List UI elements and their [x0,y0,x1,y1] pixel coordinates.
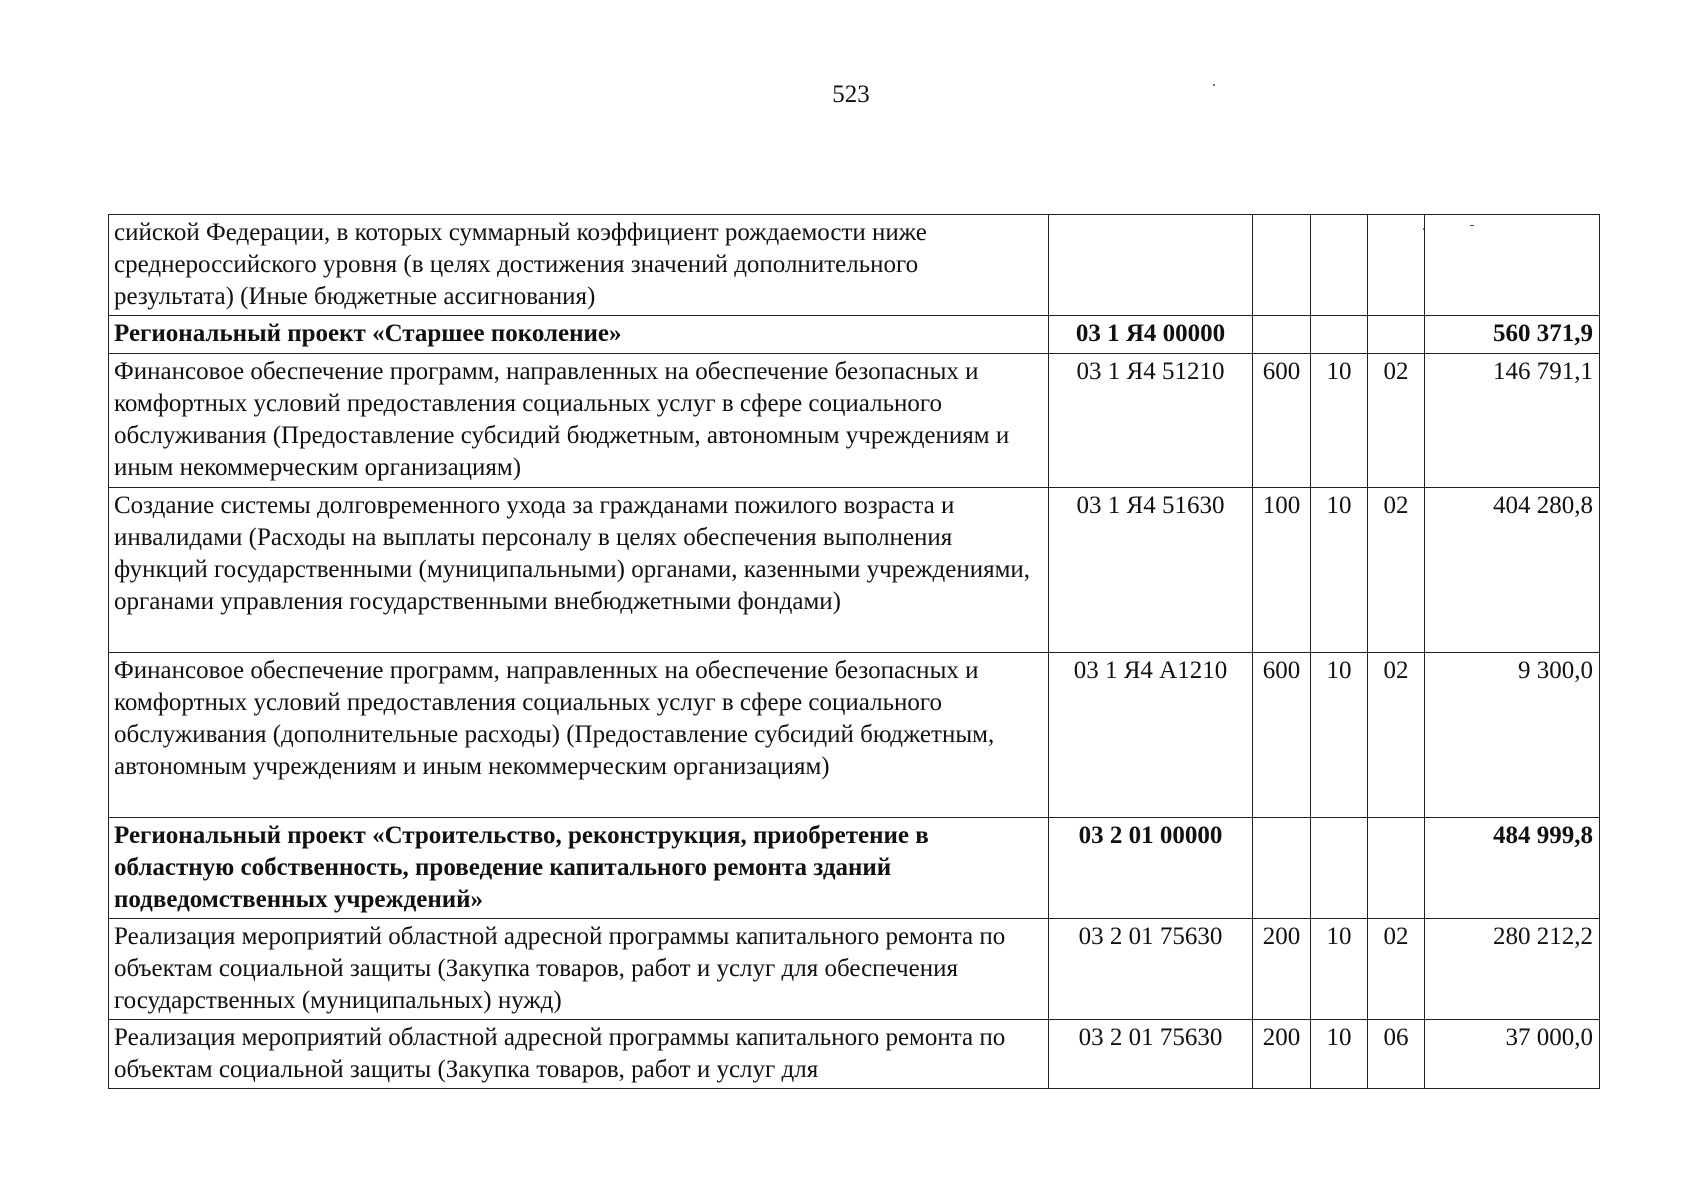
subsection-code [1368,215,1425,316]
expense-type-code [1253,215,1311,316]
amount [1425,215,1600,316]
section-code: 10 [1311,919,1368,1020]
subsection-code: 02 [1368,354,1425,488]
amount: 404 280,8 [1425,488,1600,653]
row-description: Реализация мероприятий областной адресной программы капитального ремонта по объектам социальной защиты (Закупка товаров, работ и услуг для обеспечения государственных (муниципальных) нужд) [109,919,1049,1020]
row-description: Региональный проект «Строительство, реконструкция, приобретение в областную собственность, проведение капитального ремонта зданий подведомственных учреждений» [109,818,1049,919]
target-article-code: 03 2 01 75630 [1049,919,1253,1020]
subsection-code: 02 [1368,488,1425,653]
table-row-project [109,316,1600,354]
target-article-code: 03 1 Я4 А1210 [1049,653,1253,818]
expense-type-code [1253,316,1311,354]
table-row [109,919,1600,1020]
expense-type-code: 200 [1253,919,1311,1020]
subsection-code [1368,316,1425,354]
row-description: Региональный проект «Старшее поколение» [109,316,1049,354]
amount: 146 791,1 [1425,354,1600,488]
expense-type-code [1253,818,1311,919]
section-code: 10 [1311,1020,1368,1089]
expense-type-code: 200 [1253,1020,1311,1089]
section-code [1311,316,1368,354]
target-article-code: 03 1 Я4 51630 [1049,488,1253,653]
target-article-code: 03 2 01 00000 [1049,818,1253,919]
expense-type-code: 600 [1253,653,1311,818]
page-number: 523 [832,81,870,108]
subsection-code [1368,818,1425,919]
target-article-code: 03 1 Я4 00000 [1049,316,1253,354]
row-description: Реализация мероприятий областной адресной программы капитального ремонта по объектам социальной защиты (Закупка товаров, работ и услуг для [109,1020,1049,1089]
table-row [109,1020,1600,1089]
row-description: Финансовое обеспечение программ, направленных на обеспечение безопасных и комфортных условий предоставления социальных услуг в сфере социального обслуживания (Предоставление субсидий бюджетным, автономным учреждениям и иным некоммерческим организациям) [109,354,1049,488]
row-description: Создание системы долговременного ухода за гражданами пожилого возраста и инвалидами (Расходы на выплаты персоналу в целях обеспечения выполнения функций государственными (муниципальными) органами, казенными учреждениями, органами управления государственными внебюджетными фондами) [109,488,1049,653]
subsection-code: 02 [1368,919,1425,1020]
table-row [109,215,1600,316]
target-article-code: 03 2 01 75630 [1049,1020,1253,1089]
table-row [109,653,1600,818]
table-row [109,354,1600,488]
row-description: сийской Федерации, в которых суммарный коэффициент рождаемости ниже среднероссийского уровня (в целях достижения значений дополнительного результата) (Иные бюджетные ассигнования) [109,215,1049,316]
section-code: 10 [1311,653,1368,818]
section-code: 10 [1311,488,1368,653]
expense-type-code: 600 [1253,354,1311,488]
subsection-code: 02 [1368,653,1425,818]
section-code [1311,215,1368,316]
amount: 280 212,2 [1425,919,1600,1020]
target-article-code [1049,215,1253,316]
amount: 9 300,0 [1425,653,1600,818]
section-code [1311,818,1368,919]
expense-type-code: 100 [1253,488,1311,653]
amount: 484 999,8 [1425,818,1600,919]
amount: 37 000,0 [1425,1020,1600,1089]
row-description: Финансовое обеспечение программ, направленных на обеспечение безопасных и комфортных условий предоставления социальных услуг в сфере социального обслуживания (дополнительные расходы) (Предоставление субсидий бюджетным, автономным учреждениям и иным некоммерческим организациям) [109,653,1049,818]
target-article-code: 03 1 Я4 51210 [1049,354,1253,488]
section-code: 10 [1311,354,1368,488]
subsection-code: 06 [1368,1020,1425,1089]
table-row [109,488,1600,653]
table-row-project [109,818,1600,919]
amount: 560 371,9 [1425,316,1600,354]
budget-table [108,214,1600,1089]
scan-speck [1213,84,1215,86]
